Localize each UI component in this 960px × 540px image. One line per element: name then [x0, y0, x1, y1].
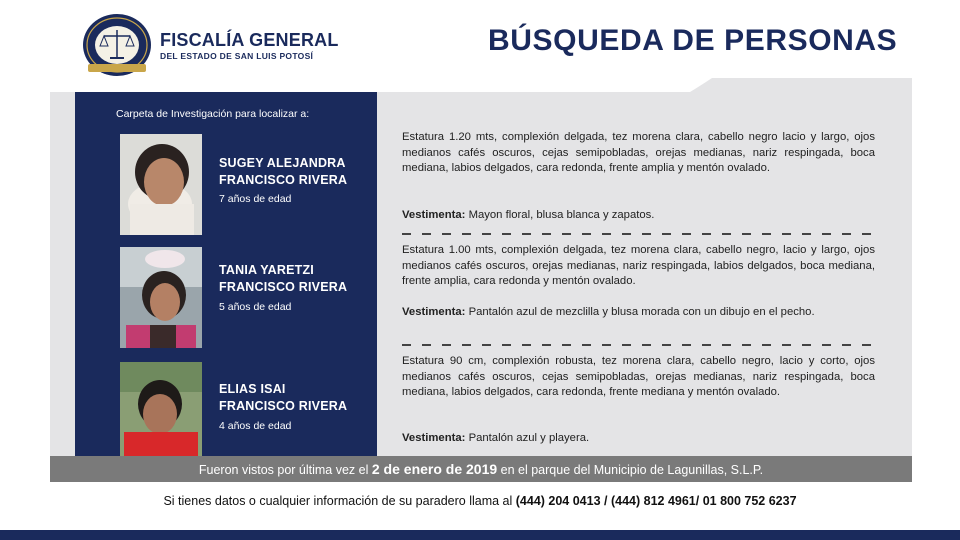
last-seen-bar: Fueron vistos por última vez el 2 de enero de 2019 en el parque del Municipio de Lagunillas, S.L.P. — [50, 456, 912, 482]
contact-phones: (444) 204 0413 / (444) 812 4961/ 01 800 752 6237 — [515, 494, 797, 508]
person-age-3: 4 años de edad — [219, 420, 292, 432]
org-line-1: FISCALÍA GENERAL — [160, 30, 339, 50]
person-age-1: 7 años de edad — [219, 193, 292, 205]
carpeta-label: Carpeta de Investigación para localizar a: — [116, 108, 310, 120]
org-line-2: DEL ESTADO DE SAN LUIS POTOSÍ — [160, 51, 314, 61]
person-name-3: ELIAS ISAI FRANCISCO RIVERA — [219, 382, 348, 413]
person-photo-1 — [120, 134, 202, 235]
last-seen-date: 2 de enero de 2019 — [371, 461, 498, 477]
person-clothing-2: Vestimenta: Pantalón azul de mezclilla y blusa morada con un dibujo en el pecho. — [402, 306, 815, 318]
person-name-1: SUGEY ALEJANDRA FRANCISCO RIVERA — [219, 156, 348, 187]
person-description-2: Estatura 1.00 mts, complexión delgada, tez morena clara, cabello negro, lacio y largo, ojos medianos cafés oscuros, orejas medianas, nariz respingada, labios delgados, boca mediana, frente amplia, cara redonda y mentón ovalado. — [402, 244, 875, 287]
footer-bar — [0, 530, 960, 540]
separator — [402, 344, 875, 346]
person-description-3: Estatura 90 cm, complexión robusta, tez morena clara, cabello negro, lacio y corto, ojos medianos cafés oscuros, cejas semipobladas, orejas medianas, nariz respingada, boca mediana, labios delgados, cara redonda, frente mediana y mentón ovalado. — [402, 355, 875, 398]
decorative-swoosh — [0, 0, 960, 100]
person-name-2: TANIA YARETZI FRANCISCO RIVERA — [219, 263, 348, 294]
person-description-1: Estatura 1.20 mts, complexión delgada, tez morena clara, cabello negro lacio y largo, ojos medianos cafés oscuros, cejas semipobladas, orejas medianas, nariz respingada, boca mediana, labios delgados, cara redonda, frente amplia y mentón ovalado. — [402, 131, 875, 174]
page-title: BÚSQUEDA DE PERSONAS — [488, 24, 898, 57]
separator — [402, 233, 875, 235]
person-clothing-1: Vestimenta: Mayon floral, blusa blanca y zapatos. — [402, 209, 655, 221]
person-photo-3 — [120, 362, 202, 456]
contact-info: Si tienes datos o cualquier información de su paradero llama al (444) 204 0413 / (444) 812 4961/ 01 800 752 6237 — [163, 494, 797, 508]
person-photo-2 — [120, 247, 202, 348]
person-age-2: 5 años de edad — [219, 301, 292, 313]
person-clothing-3: Vestimenta: Pantalón azul y playera. — [402, 432, 590, 444]
